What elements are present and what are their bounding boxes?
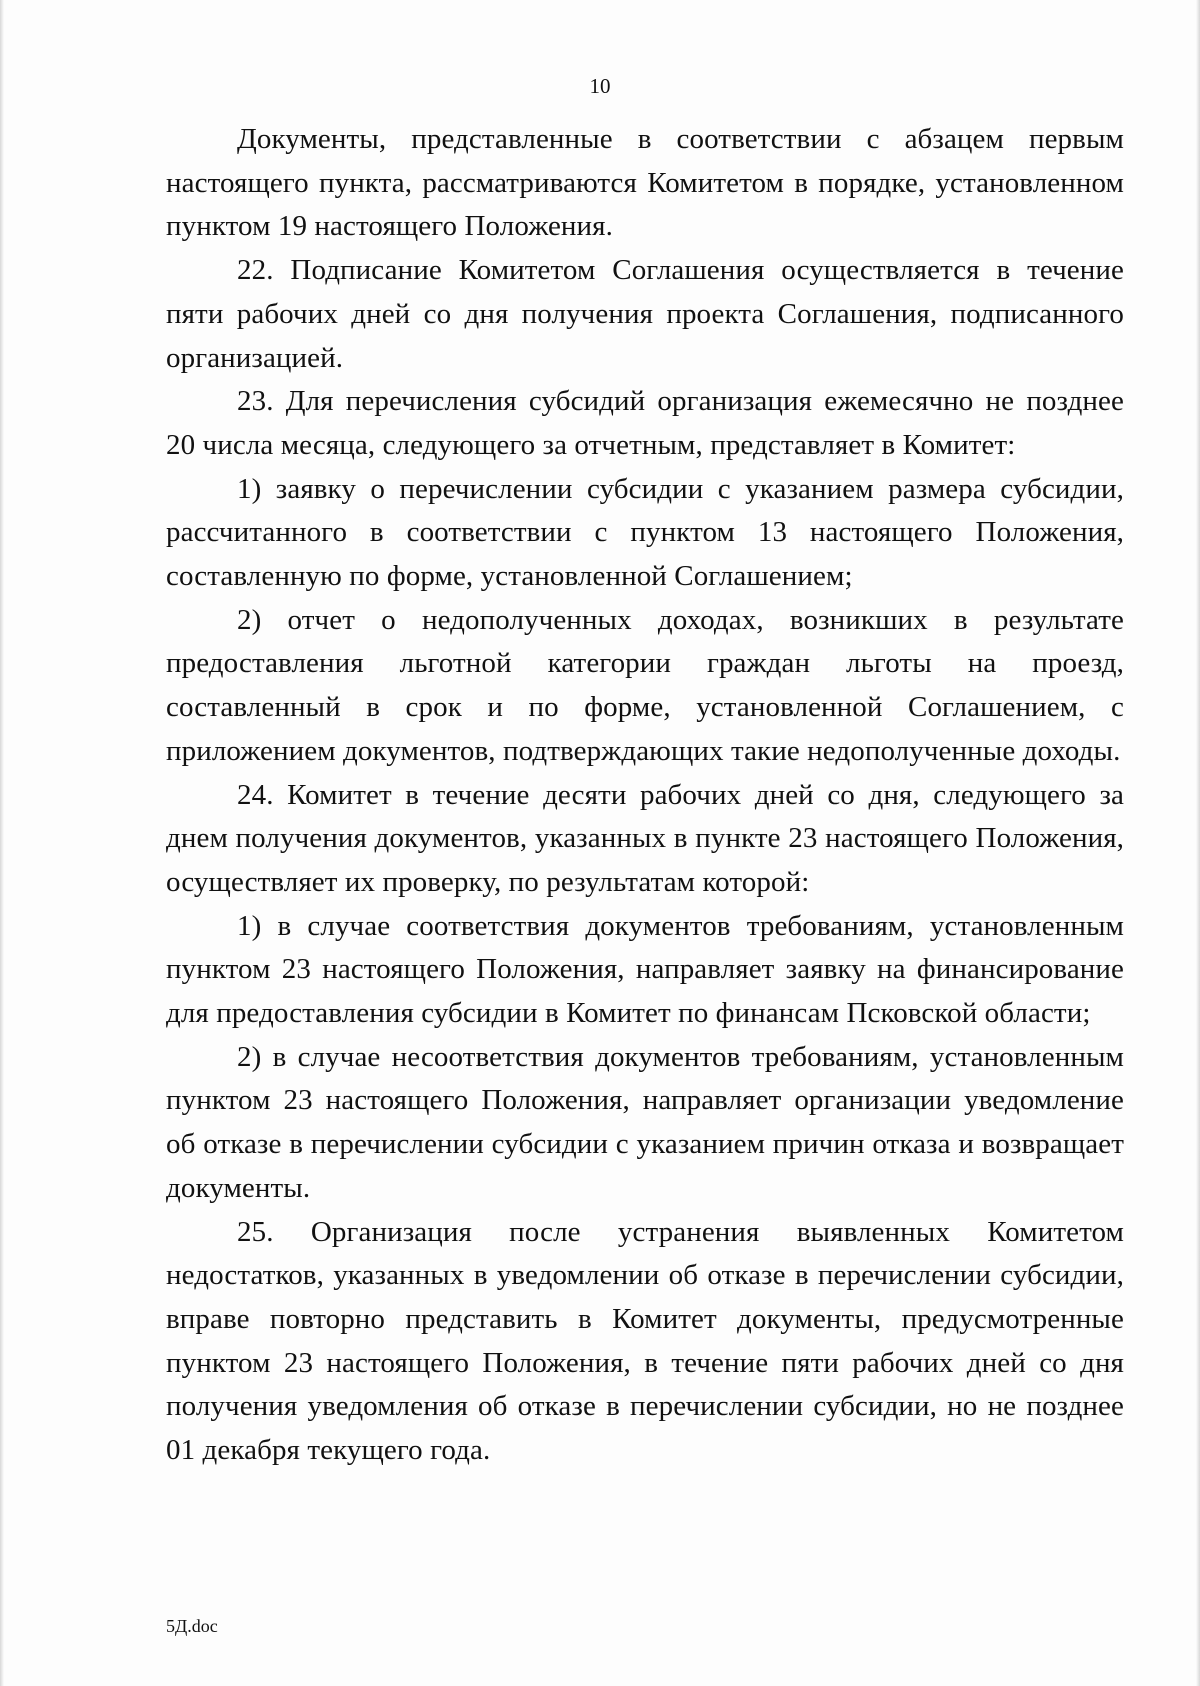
paragraph-item-22: 22. Подписание Комитетом Соглашения осуществляется в течение пяти рабочих дней со дня получения проекта Соглашения, подписанного организацией. — [166, 254, 1124, 374]
scan-edge-right — [1196, 0, 1200, 1686]
paragraph-item-23-subitem-1: 1) заявку о перечислении субсидии с указанием размера субсидии, рассчитанного в соответствии с пунктом 13 настоящего Положения, составленную по форме, установленной Соглашением; — [166, 472, 1124, 593]
paragraph-item-23-subitem-2: 2) отчет о недополученных доходах, возникших в результате предоставления льготной категории граждан льготы на проезд, составленный в срок и по форме, установленной Соглашением, с приложением документов, подтверждающих такие недополученные доходы. — [166, 603, 1124, 767]
page-number: 10 — [589, 74, 611, 98]
paragraph-item-23: 23. Для перечисления субсидий организация ежемесячно не позднее 20 числа месяца, следующего за отчетным, представляет в Комитет: — [166, 385, 1124, 461]
document-body — [166, 118, 1124, 1473]
footer-filename: 5Д.doc — [166, 1616, 218, 1636]
paragraph-documents-review: Документы, представленные в соответствии с абзацем первым настоящего пункта, рассматриваются Комитетом в порядке, установленном пунктом 19 настоящего Положения. — [166, 123, 1124, 243]
scan-edge-left — [0, 0, 4, 1686]
paragraph-item-24: 24. Комитет в течение десяти рабочих дней со дня, следующего за днем получения документов, указанных в пункте 23 настоящего Положения, осуществляет их проверку, по результатам которой: — [166, 778, 1124, 898]
paragraph-item-24-subitem-2: 2) в случае несоответствия документов требованиям, установленным пунктом 23 настоящего Положения, направляет организации уведомление об отказе в перечислении субсидии с указанием причин отказа и возвращает документы. — [166, 1040, 1124, 1204]
paragraph-item-25: 25. Организация после устранения выявленных Комитетом недостатков, указанных в уведомлении об отказе в перечислении субсидии, вправе повторно представить в Комитет документы, предусмотренные пунктом 23 настоящего Положения, в течение пяти рабочих дней со дня получения уведомления об отказе в перечислении субсидии, но не позднее 01 декабря текущего года. — [166, 1215, 1124, 1467]
paragraph-item-24-subitem-1: 1) в случае соответствия документов требованиям, установленным пунктом 23 настоящего Положения, направляет заявку на финансирование для предоставления субсидии в Комитет по финансам Псковской области; — [166, 909, 1124, 1030]
